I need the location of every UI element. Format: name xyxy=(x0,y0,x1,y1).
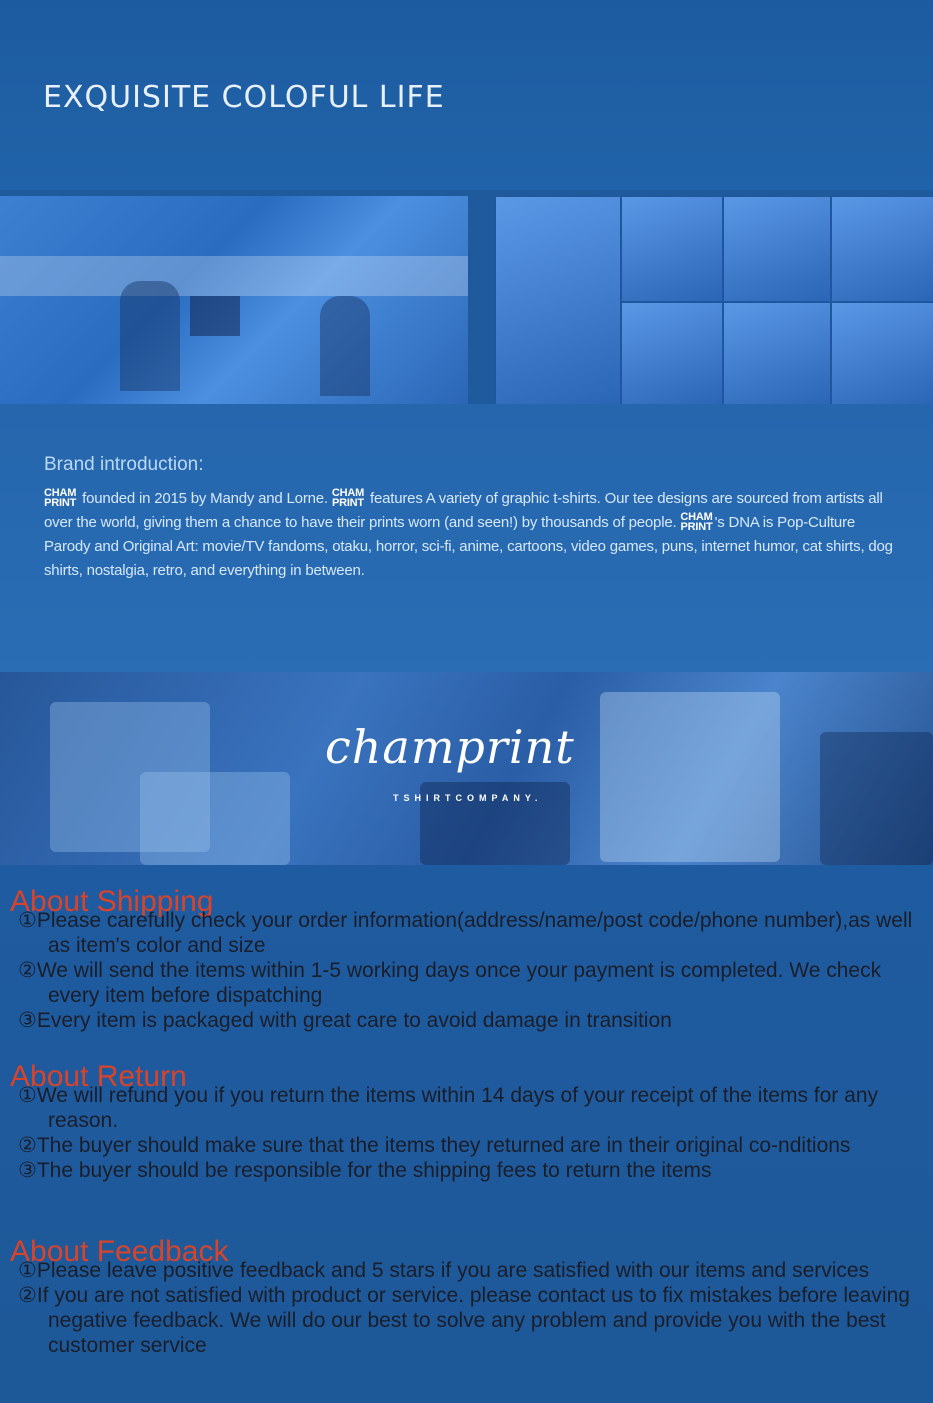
shipping-title: About Shipping xyxy=(10,885,214,918)
factory-photo xyxy=(0,196,468,404)
brand-banner xyxy=(0,672,933,865)
intro-heading: Brand introduction: xyxy=(44,454,204,475)
banner-subtitle: TSHIRTCOMPANY. xyxy=(393,793,543,803)
brand-mark: CHAM PRINT xyxy=(680,511,713,533)
brand-introduction xyxy=(0,404,933,672)
brand-mark: CHAM PRINT xyxy=(44,487,77,509)
list-item: ①Please carefully check your order information(address/name/post code/phone number),as well as item's color and size xyxy=(18,909,913,957)
photo-strip xyxy=(0,196,933,404)
intro-body: CHAM PRINT founded in 2015 by Mandy and Lorne. CHAM PRINT features A variety of graphic t-shirts. Our tee designs are sourced from artists all over the world, giving them a chance to have their prints worn (and seen!) by thousands of people. CHAM PRINT 's DNA is Pop-Culture Parody and Original Art: movie/TV fandoms, otaku, horror, sci-fi, anime, cartoons, video games, puns, internet humor, cat shirts, dog shirts, nostalgia, retro, and everything in between. xyxy=(44,487,893,579)
champrint-logo: champrint xyxy=(325,720,575,774)
list-item: ②The buyer should make sure that the items they returned are in their original co-nditions xyxy=(18,1134,851,1157)
brand-mark: CHAM PRINT xyxy=(331,487,365,509)
list-item: ①We will refund you if you return the items within 14 days of your receipt of the items for any reason. xyxy=(18,1084,878,1132)
list-item: ③Every item is packaged with great care to avoid damage in transition xyxy=(18,1009,672,1032)
list-item: ①Please leave positive feedback and 5 stars if you are satisfied with our items and services xyxy=(18,1259,870,1282)
customer-photo-collage xyxy=(495,196,933,404)
policies xyxy=(0,865,933,1403)
page-title: EXQUISITE COLOFUL LIFE xyxy=(43,80,445,115)
list-item: ②If you are not satisfied with product or service. please contact us to fix mistakes before leaving negative feedback. We will do our best to solve any problem and provide you with the best customer service xyxy=(18,1284,910,1357)
feedback-title: About Feedback xyxy=(10,1235,229,1268)
list-item: ③The buyer should be responsible for the shipping fees to return the items xyxy=(18,1159,712,1182)
return-title: About Return xyxy=(10,1060,187,1093)
list-item: ②We will send the items within 1-5 working days once your payment is completed. We check every item before dispatching xyxy=(18,959,882,1007)
header xyxy=(0,0,933,190)
